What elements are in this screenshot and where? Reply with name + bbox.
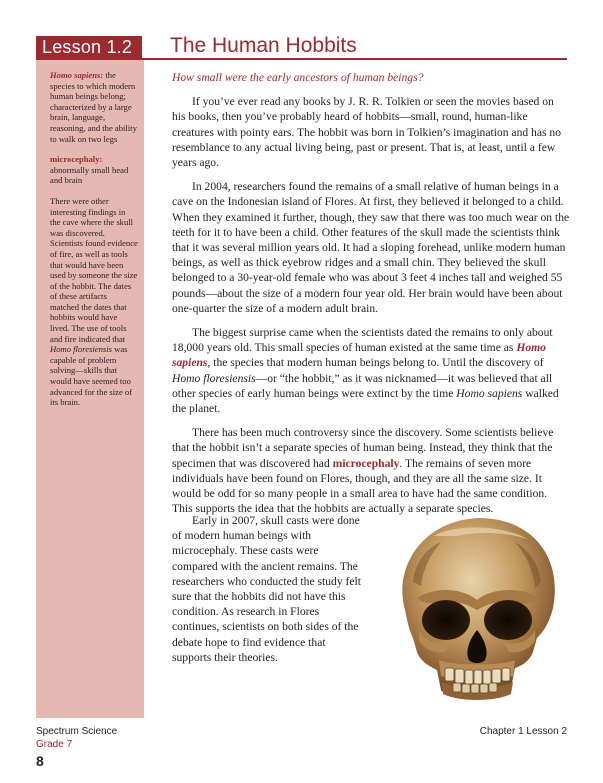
paragraph-4-text-a: There has been much controversy since the discovery. Some scientists believe that the hobbit isn’t a separate species of human being. Instead, they think that the specimen that was discovered had xyxy=(172,426,554,470)
glossary-definition-microcephaly: abnormally small head and brain xyxy=(50,164,129,186)
species-name-floresiensis: Homo floresiensis xyxy=(172,371,256,385)
paragraph-3-text-d: walked the planet. xyxy=(172,386,559,416)
paragraph-3-text-a: The biggest surprise came when the scientists dated the remains to only about 18,000 years old. This small species of human existed at the same time as xyxy=(172,326,553,355)
paragraph-3 xyxy=(172,325,570,416)
glossary-definition-homo-sapiens: the species to which modern human beings belong; characterized by a large brain, language, reasoning, and the ability to walk on two legs xyxy=(50,70,137,144)
paragraph-4 xyxy=(172,425,570,516)
glossary-microcephaly xyxy=(50,154,138,186)
skull-photo xyxy=(383,512,569,704)
species-name-sapiens: Homo sapiens xyxy=(456,386,523,400)
article-body xyxy=(172,70,570,525)
note-species-name: Homo floresiensis xyxy=(50,344,112,355)
footer-grade: Grade 7 xyxy=(36,739,73,750)
paragraph-1: If you’ve ever read any books by J. R. R. Tolkien or seen the movies based on his books, then you’ve probably heard of hobbits—small, round, human-like creatures with pointy ears. The hobbit was born in Tolkien’s imagination and has no resemblance to any actual living being, past or present. That is, at least, until a few years ago. xyxy=(172,95,562,170)
paragraph-3-text-b: , the species that modern human beings belong to. Until the discovery of xyxy=(207,356,544,370)
footer-book-title: Spectrum Science xyxy=(36,726,118,737)
footer-chapter: Chapter 1 Lesson 2 xyxy=(479,726,567,737)
lesson-label: Lesson 1.2 xyxy=(36,36,142,58)
vocab-microcephaly: microcephaly xyxy=(332,456,400,470)
sidebar-notes xyxy=(36,60,144,718)
paragraph-5: Early in 2007, skull casts were done of modern human beings with microcephaly. These casts were compared with the ancient remains. The researchers who conducted the study felt sure that the hobbits did not have this condition. As research in Flores continues, scientists on both sides of the debate hope to find evidence that supports their theories. xyxy=(172,514,361,664)
glossary-term-microcephaly: microcephaly: xyxy=(50,154,103,165)
paragraph-3-text-c: —or “the hobbit,” as it was nicknamed—it was believed that all other species of early human beings were extinct by the time xyxy=(172,371,553,400)
paragraph-4-text-b: . The remains of seven more individuals have been found on Flores, though, and they are all the same size. It would be odd for so many people in a small area to have had the same condition. This supports the idea that the hobbits are actually a separate species. xyxy=(172,456,548,516)
sidebar-fact-note xyxy=(50,196,138,408)
glossary-term-homo-sapiens: Homo sapiens: xyxy=(50,70,104,80)
note-text-1: There were other interesting findings in the cave where the skull was discovered. Scientists found evidence of fire, as well as tools that would have been used by someone the size of the hobbit. The dates of these artifacts matched the dates that hobbits would have lived. The use of tools and fire indicated that xyxy=(50,195,138,344)
note-text-2: was capable of problem solving—skills that would have seemed too advanced for the size of its brain. xyxy=(50,344,133,408)
lead-question: How small were the early ancestors of human beings? xyxy=(172,71,424,84)
page-number: 8 xyxy=(36,753,44,769)
vocab-homo-sapiens: Homo sapiens xyxy=(172,341,546,370)
page-title: The Human Hobbits xyxy=(170,34,357,57)
paragraph-2: In 2004, researchers found the remains of a small relative of human beings in a cave on the Indonesian island of Flores. At first, they believed it belonged to a child. When they examined it further, though, they saw that there was too much wear on the teeth for it to have been a child. Other features of the skull made the scientists think that it was several million years old. It had a sloping forehead, unlike modern human beings, as well as thick eyebrow ridges and a small chin. They believed the skull belonged to a 30-year-old female who was about 3 feet 4 inches tall and weighed 55 pounds—about the size of a modern four year old. Her brain would have been about one-quarter the size of a modern adult brain. xyxy=(172,180,570,315)
glossary-homo-sapiens xyxy=(50,70,138,144)
